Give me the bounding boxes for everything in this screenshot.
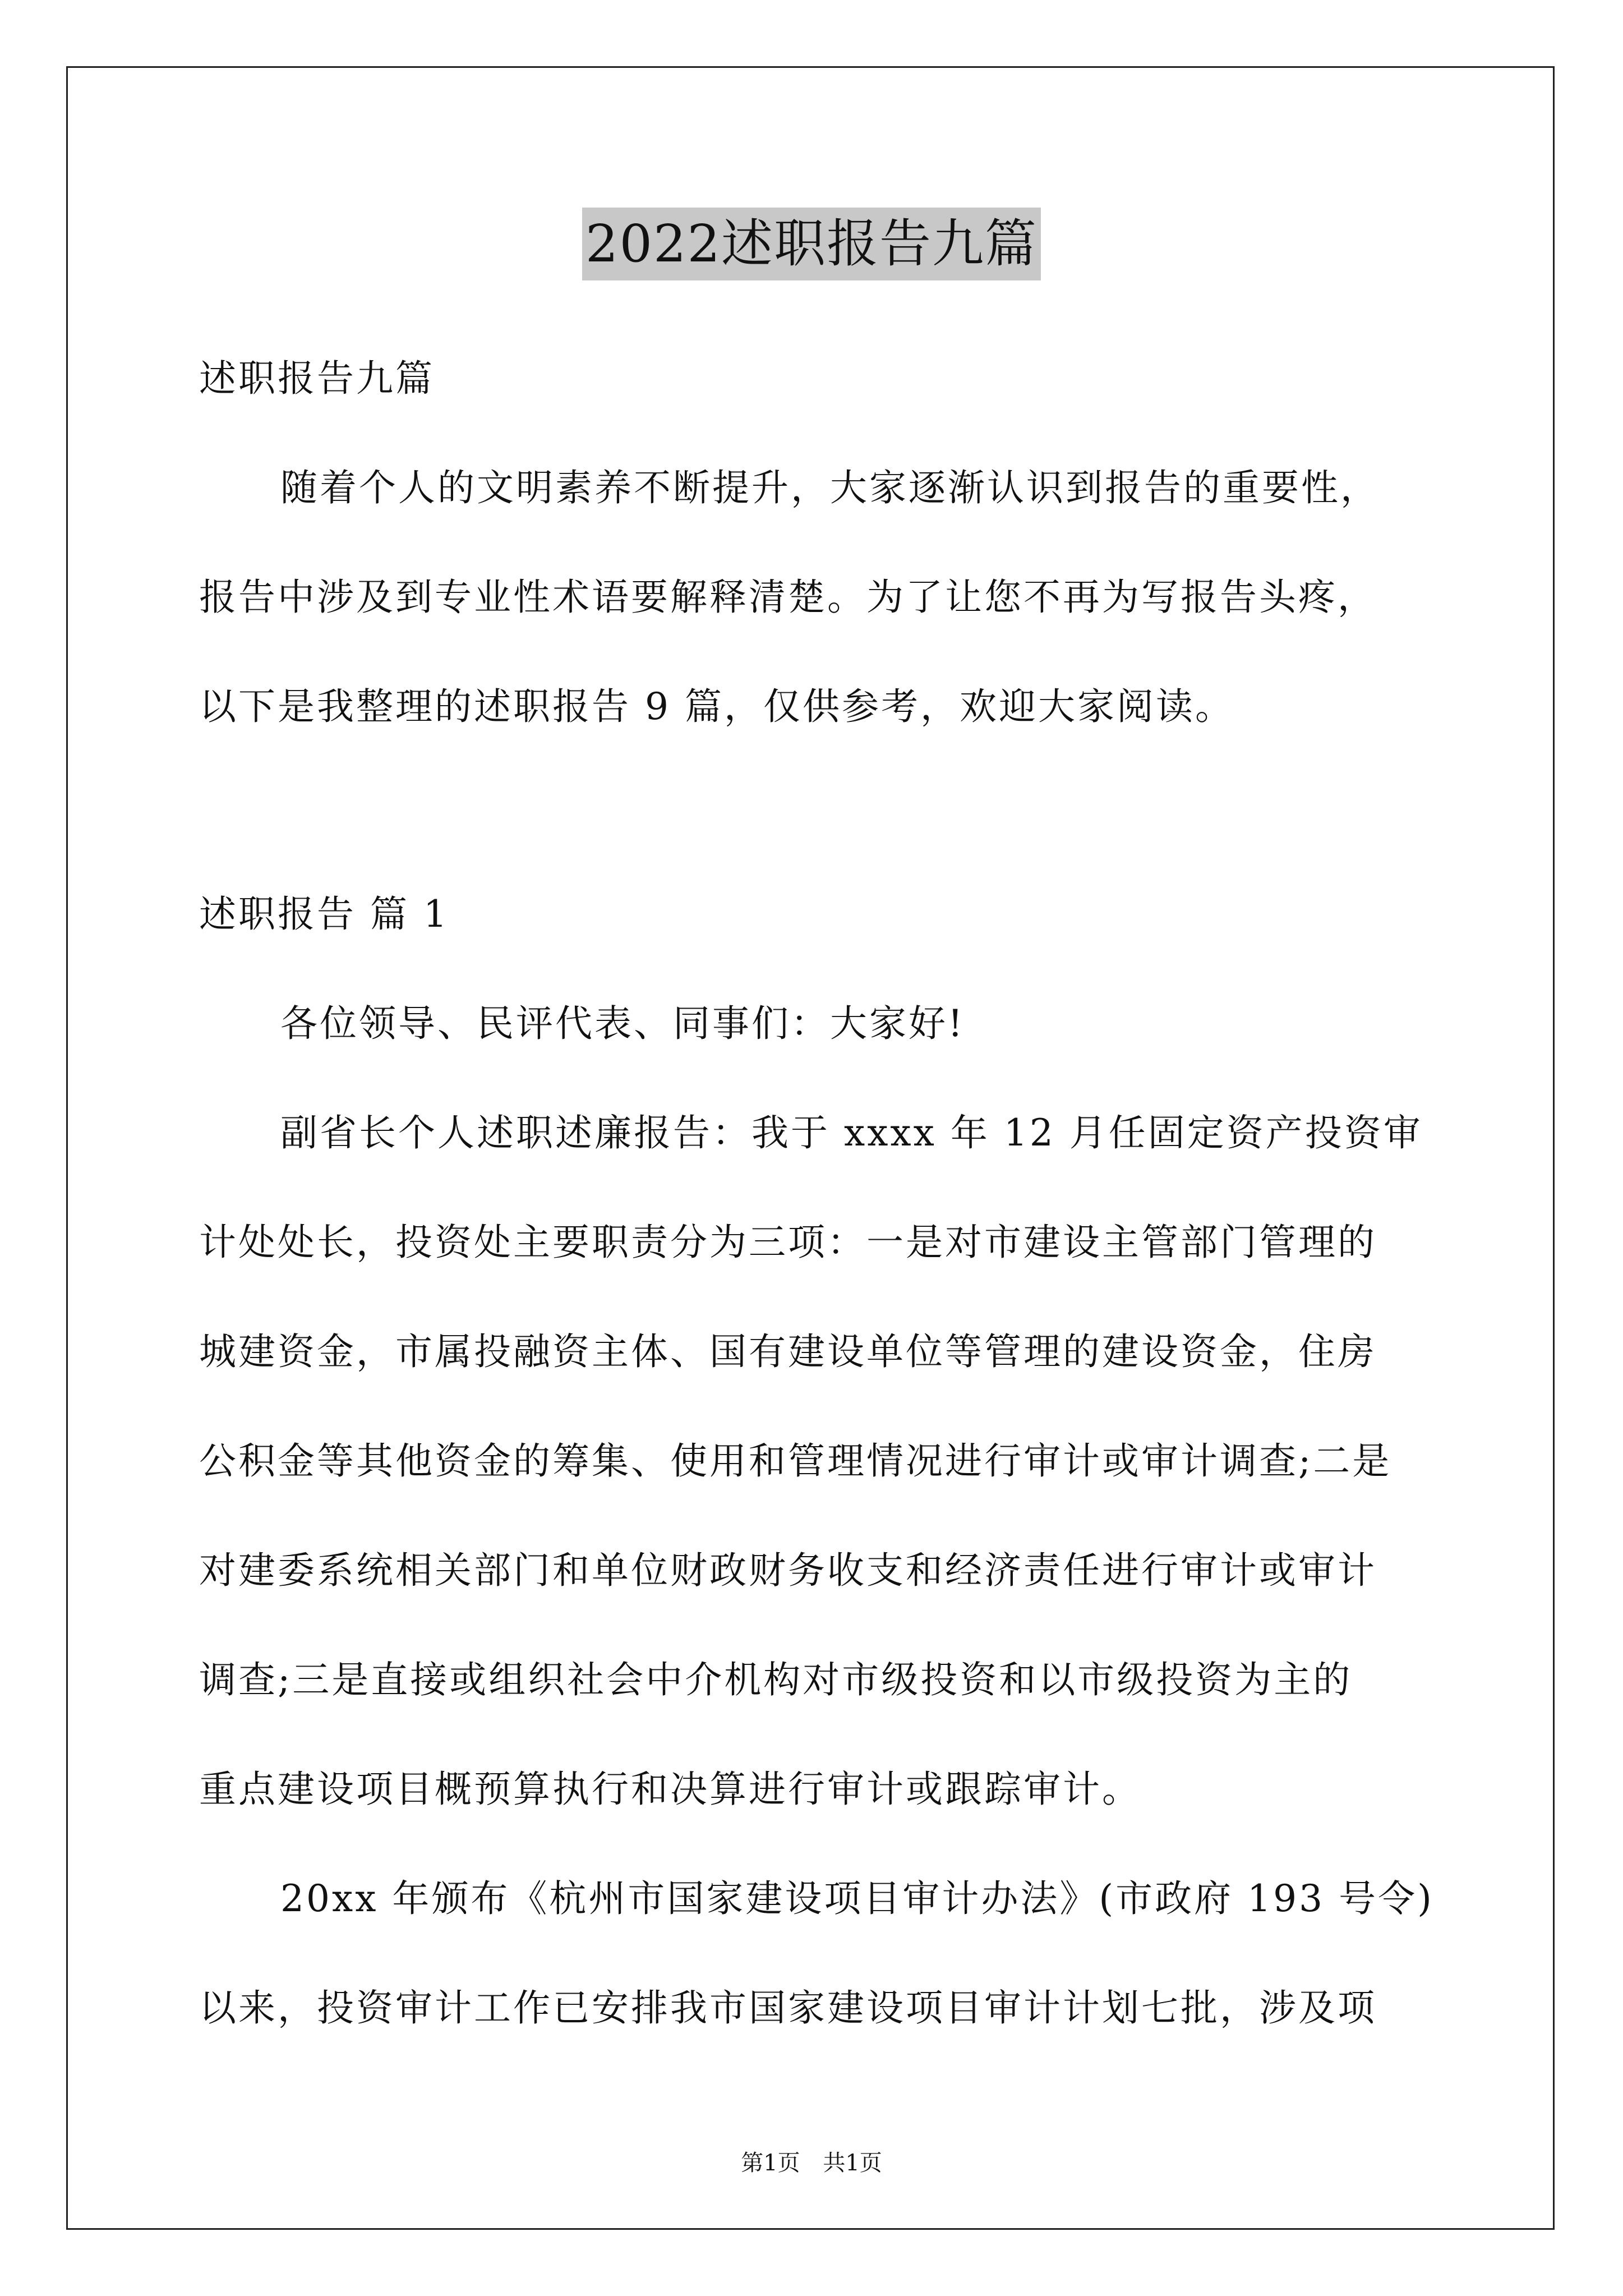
page-footer: [0, 2147, 1623, 2179]
section-heading: 述职报告 篇 1: [199, 892, 449, 936]
greeting-line: 各位领导、民评代表、同事们：大家好!: [280, 1002, 965, 1045]
page-number: 第1页: [741, 2150, 800, 2176]
paragraph-line: 计处处长，投资处主要职责分为三项：一是对市建设主管部门管理的: [199, 1221, 1377, 1264]
intro-line: 随着个人的文明素养不断提升，大家逐渐认识到报告的重要性，: [280, 466, 1380, 509]
paragraph-line: 副省长个人述职述廉报告：我于 xxxx 年 12 月任固定资产投资审: [280, 1111, 1423, 1154]
paragraph-line: 调查;三是直接或组织社会中介机构对市级投资和以市级投资为主的: [199, 1658, 1353, 1701]
paragraph-line: 重点建设项目概预算执行和决算进行审计或跟踪审计。: [199, 1768, 1141, 1811]
intro-line: 以下是我整理的述职报告 9 篇，仅供参考，欢迎大家阅读。: [199, 685, 1234, 728]
paragraph-line: 20xx 年颁布《杭州市国家建设项目审计办法》(市政府 193 号令): [280, 1877, 1434, 1920]
paragraph-line: 公积金等其他资金的筹集、使用和管理情况进行审计或审计调查;二是: [199, 1439, 1392, 1483]
document-title: 2022述职报告九篇: [582, 208, 1041, 280]
intro-line: 报告中涉及到专业性术语要解释清楚。为了让您不再为写报告头疼，: [199, 576, 1377, 619]
document-heading: 述职报告九篇: [199, 357, 435, 400]
paragraph-line: 对建委系统相关部门和单位财政财务收支和经济责任进行审计或审计: [199, 1549, 1377, 1592]
paragraph-line: 以来，投资审计工作已安排我市国家建设项目审计计划七批，涉及项: [199, 1986, 1377, 2030]
paragraph-line: 城建资金，市属投融资主体、国有建设单位等管理的建设资金，住房: [199, 1330, 1377, 1373]
page-total: 共1页: [823, 2150, 882, 2176]
